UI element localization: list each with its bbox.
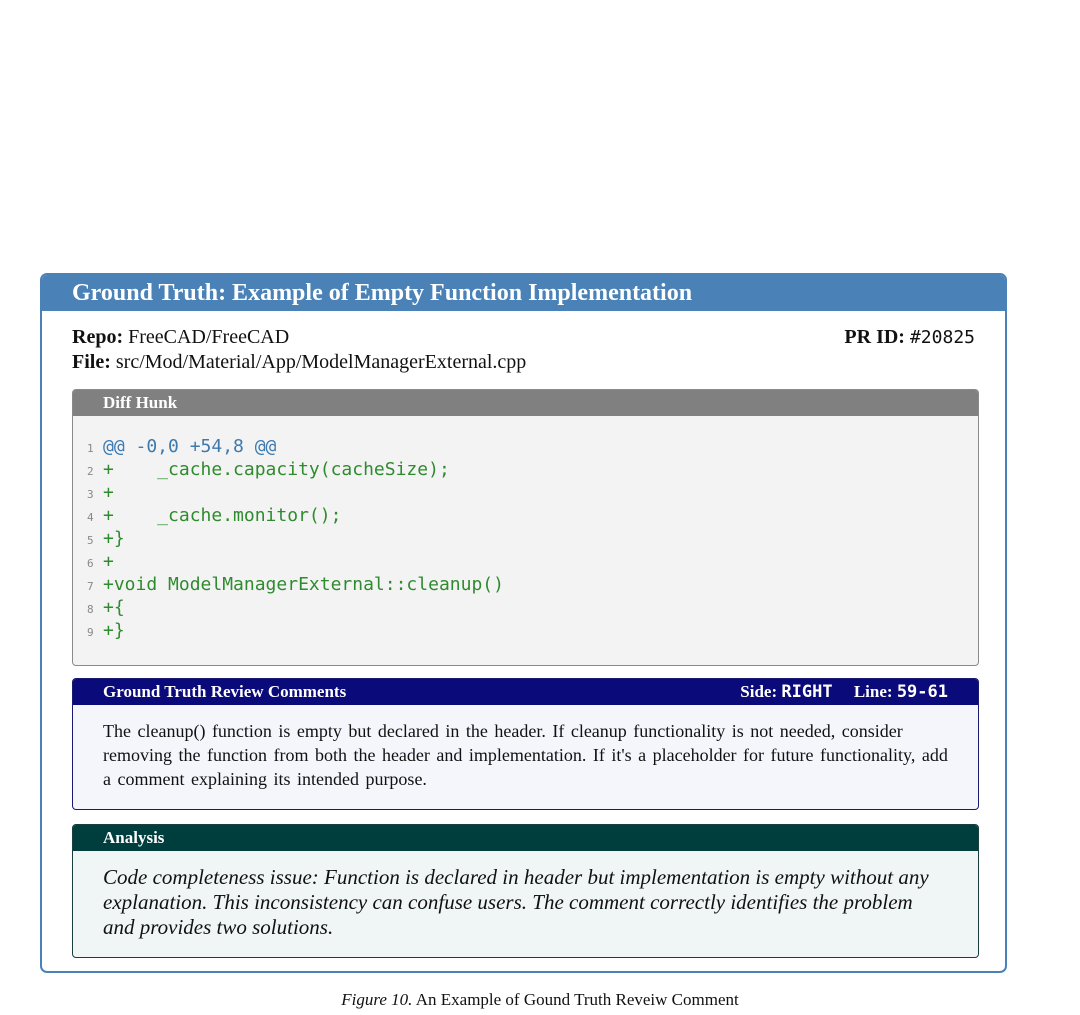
analysis-box [72, 824, 979, 958]
side-value: RIGHT [781, 682, 833, 702]
diff-line-number: 9 [87, 626, 94, 639]
diff-line-code: +{ [103, 597, 125, 618]
diff-line-code: @@ -0,0 +54,8 @@ [103, 436, 277, 457]
diff-line [87, 551, 978, 574]
pr-id-row [844, 325, 975, 350]
diff-line [87, 459, 978, 482]
diff-code [73, 416, 978, 643]
diff-line-code: +} [103, 528, 125, 549]
diff-line [87, 574, 978, 597]
diff-hunk-box [72, 389, 979, 666]
file-row [72, 350, 975, 375]
diff-line-number: 8 [87, 603, 94, 616]
diff-line [87, 482, 978, 505]
pr-label: PR ID: [844, 326, 905, 348]
review-comment-text: The cleanup() function is empty but declared in the header. If cleanup functionality is not needed, consider removing the function from both the header and implementation. If it's a placeholder for future functionality, add a comment explaining its intended purpose. [103, 721, 948, 789]
repo-label: Repo: [72, 326, 124, 348]
diff-line-number: 2 [87, 465, 94, 478]
line-value: 59-61 [896, 682, 948, 702]
diff-line [87, 597, 978, 620]
diff-line-code: +} [103, 620, 125, 641]
diff-line-number: 1 [87, 442, 94, 455]
repo-value: FreeCAD/FreeCAD [128, 326, 290, 348]
review-comments-title: Ground Truth Review Comments [103, 682, 347, 701]
file-value: src/Mod/Material/App/ModelManagerExternal.cpp [115, 351, 527, 373]
line-label: Line: [853, 682, 893, 701]
diff-line-number: 5 [87, 534, 94, 547]
diff-line [87, 620, 978, 643]
diff-line-code: + _cache.capacity(cacheSize); [103, 459, 450, 480]
diff-line [87, 505, 978, 528]
caption-text: An Example of Gound Truth Reveiw Comment [415, 990, 739, 1009]
diff-line [87, 436, 978, 459]
diff-line-code: + [103, 482, 114, 503]
analysis-text: Code completeness issue: Function is declared in header but implementation is empty without any explanation. This inconsistency can confuse users. The comment correctly identifies the problem and provides two solutions. [103, 865, 929, 939]
metadata-block [72, 325, 975, 375]
figure-title: Ground Truth: Example of Empty Function Implementation [42, 275, 1005, 311]
diff-line-number: 6 [87, 557, 94, 570]
diff-line-number: 7 [87, 580, 94, 593]
pr-value: #20825 [909, 327, 975, 348]
analysis-title: Analysis [73, 825, 978, 851]
diff-line-code: +void ModelManagerExternal::cleanup() [103, 574, 504, 595]
repo-row [72, 325, 975, 350]
review-comments-box [72, 678, 979, 810]
review-comments-header [73, 679, 978, 705]
caption-label: Figure 10. [341, 990, 413, 1009]
file-label: File: [72, 351, 111, 373]
diff-line [87, 528, 978, 551]
figure-caption [0, 990, 1080, 1010]
diff-line-code: + [103, 551, 114, 572]
side-line-info [740, 679, 948, 705]
diff-line-code: + _cache.monitor(); [103, 505, 342, 526]
diff-hunk-title: Diff Hunk [73, 390, 978, 416]
ground-truth-figure-frame [40, 273, 1007, 973]
side-label: Side: [740, 682, 778, 701]
diff-line-number: 4 [87, 511, 94, 524]
diff-line-number: 3 [87, 488, 94, 501]
